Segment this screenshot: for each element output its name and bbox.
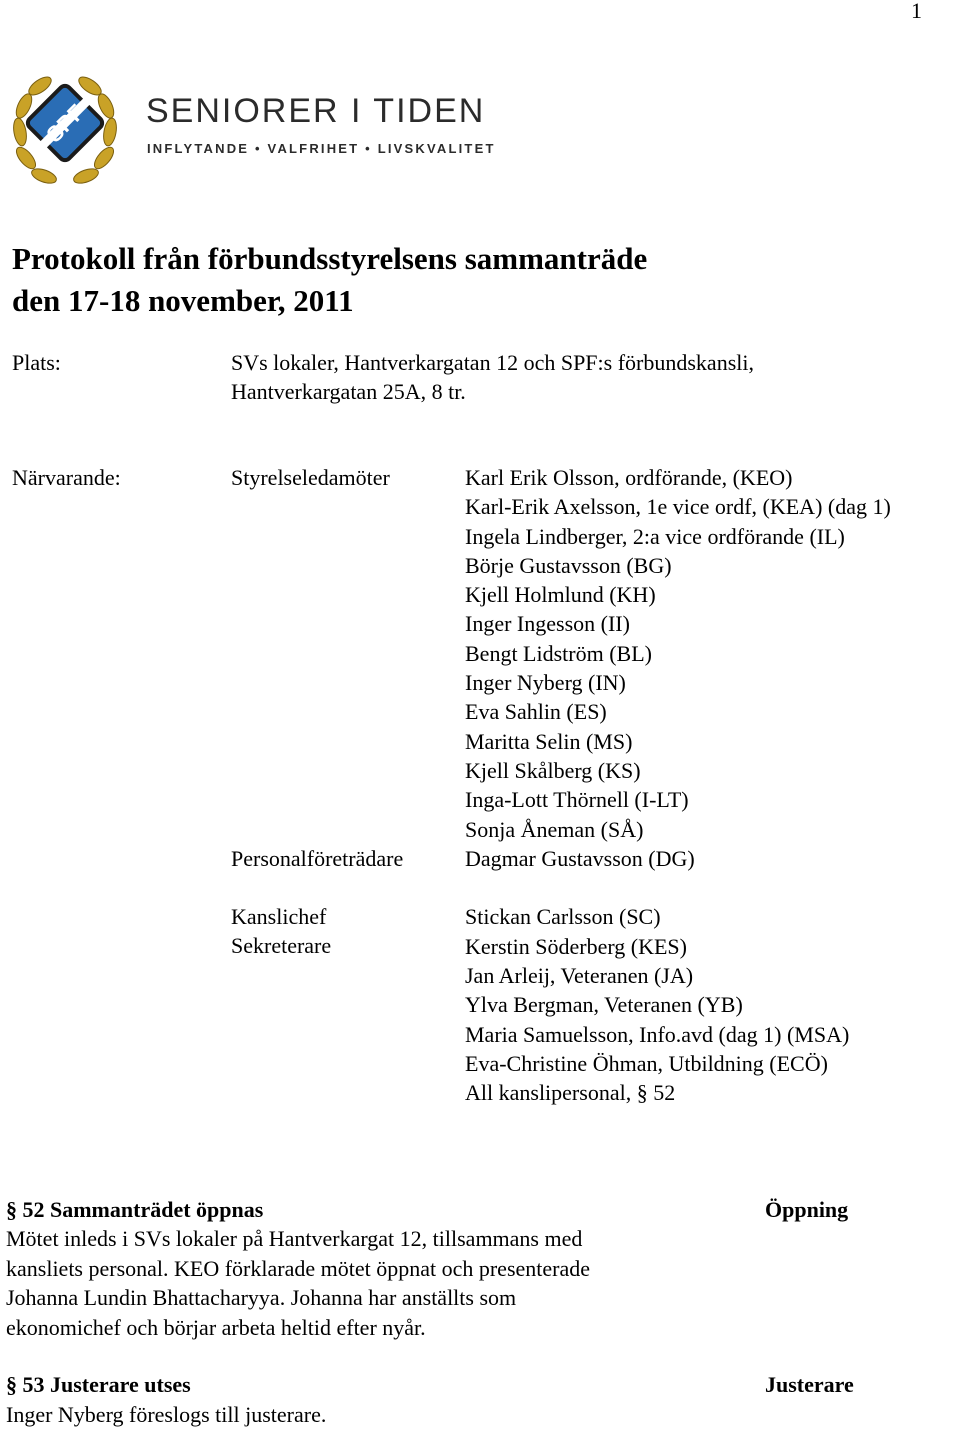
attendee-item: Stickan Carlsson (SC) <box>465 904 661 930</box>
attendee-item: Sonja Åneman (SÅ) <box>465 816 644 842</box>
attendee-item: Börje Gustavsson (BG) <box>465 552 672 578</box>
section-53-margin-label: Justerare <box>765 1372 854 1397</box>
plats-label: Plats: <box>12 350 61 375</box>
attendee-item: Inga-Lott Thörnell (I-LT) <box>465 787 689 813</box>
attendee-item: Dagmar Gustavsson (DG) <box>465 845 695 871</box>
logo-name: SENIORER I TIDEN <box>146 92 486 130</box>
section-52-line: Mötet inleds i SVs lokaler på Hantverkargat 12, tillsammans med <box>6 1226 583 1251</box>
attendee-item: Jan Arleij, Veteranen (JA) <box>465 963 694 989</box>
section-52-line: ekonomichef och börjar arbeta heltid efter nyår. <box>6 1315 426 1341</box>
attendee-item: Maritta Selin (MS) <box>465 728 633 754</box>
svg-text:SPF: SPF <box>41 99 90 148</box>
plats-value <box>231 348 754 407</box>
attendee-item: Inger Nyberg (IN) <box>465 670 626 696</box>
attendee-item: Kjell Skålberg (KS) <box>465 757 641 783</box>
role-personal: Personalföreträdare <box>231 846 404 871</box>
spf-emblem-icon <box>25 83 104 162</box>
page-number: 1 <box>911 0 922 23</box>
attendee-item: Kjell Holmlund (KH) <box>465 582 656 608</box>
attendee-item: Inger Ingesson (II) <box>465 611 630 637</box>
spf-logo <box>6 68 506 186</box>
section-52-heading: § 52 Sammanträdet öppnas <box>6 1197 264 1222</box>
role-kanslichef: Kanslichef <box>231 904 327 929</box>
section-52-line: kansliets personal. KEO förklarade mötet öppnat och presenterade <box>6 1255 591 1281</box>
document-title <box>12 238 647 322</box>
section-53-line: Inger Nyberg föreslogs till justerare. <box>6 1402 327 1427</box>
narvarande-label: Närvarande: <box>12 465 121 490</box>
attendee-item: Karl-Erik Axelsson, 1e vice ordf, (KEA) (dag 1) <box>465 494 891 520</box>
attendee-item: Eva-Christine Öhman, Utbildning (ECÖ) <box>465 1050 828 1076</box>
attendee-item: Ingela Lindberger, 2:a vice ordförande (IL) <box>465 523 845 549</box>
attendee-item: Maria Samuelsson, Info.avd (dag 1) (MSA) <box>465 1021 850 1047</box>
title-line-2: den 17-18 november, 2011 <box>12 283 354 318</box>
attendee-item: Karl Erik Olsson, ordförande, (KEO) <box>465 465 793 490</box>
attendee-item: Ylva Bergman, Veteranen (YB) <box>465 992 743 1018</box>
attendee-list <box>465 463 891 1108</box>
title-line-1: Protokoll från förbundsstyrelsens sammanträde <box>12 241 648 276</box>
plats-line-1: SVs lokaler, Hantverkargatan 12 och SPF:s förbundskansli, <box>231 350 754 375</box>
attendee-spacer <box>465 873 891 902</box>
attendee-item: All kanslipersonal, § 52 <box>465 1080 676 1106</box>
section-52-body <box>6 1224 590 1343</box>
logo-tagline: INFLYTANDE • VALFRIHET • LIVSKVALITET <box>147 141 496 156</box>
plats-line-2: Hantverkargatan 25A, 8 tr. <box>231 379 466 405</box>
section-53-heading: § 53 Justerare utses <box>6 1372 191 1397</box>
role-sekreterare: Sekreterare <box>231 933 332 958</box>
attendee-item: Eva Sahlin (ES) <box>465 699 607 725</box>
role-styrelse: Styrelseledamöter <box>231 465 390 490</box>
attendee-item: Kerstin Söderberg (KES) <box>465 933 687 959</box>
attendee-item: Bengt Lidström (BL) <box>465 640 652 666</box>
section-52-margin-label: Öppning <box>765 1197 849 1222</box>
section-52-line: Johanna Lundin Bhattacharyya. Johanna har anställts som <box>6 1285 517 1311</box>
section-53-body <box>6 1400 326 1430</box>
